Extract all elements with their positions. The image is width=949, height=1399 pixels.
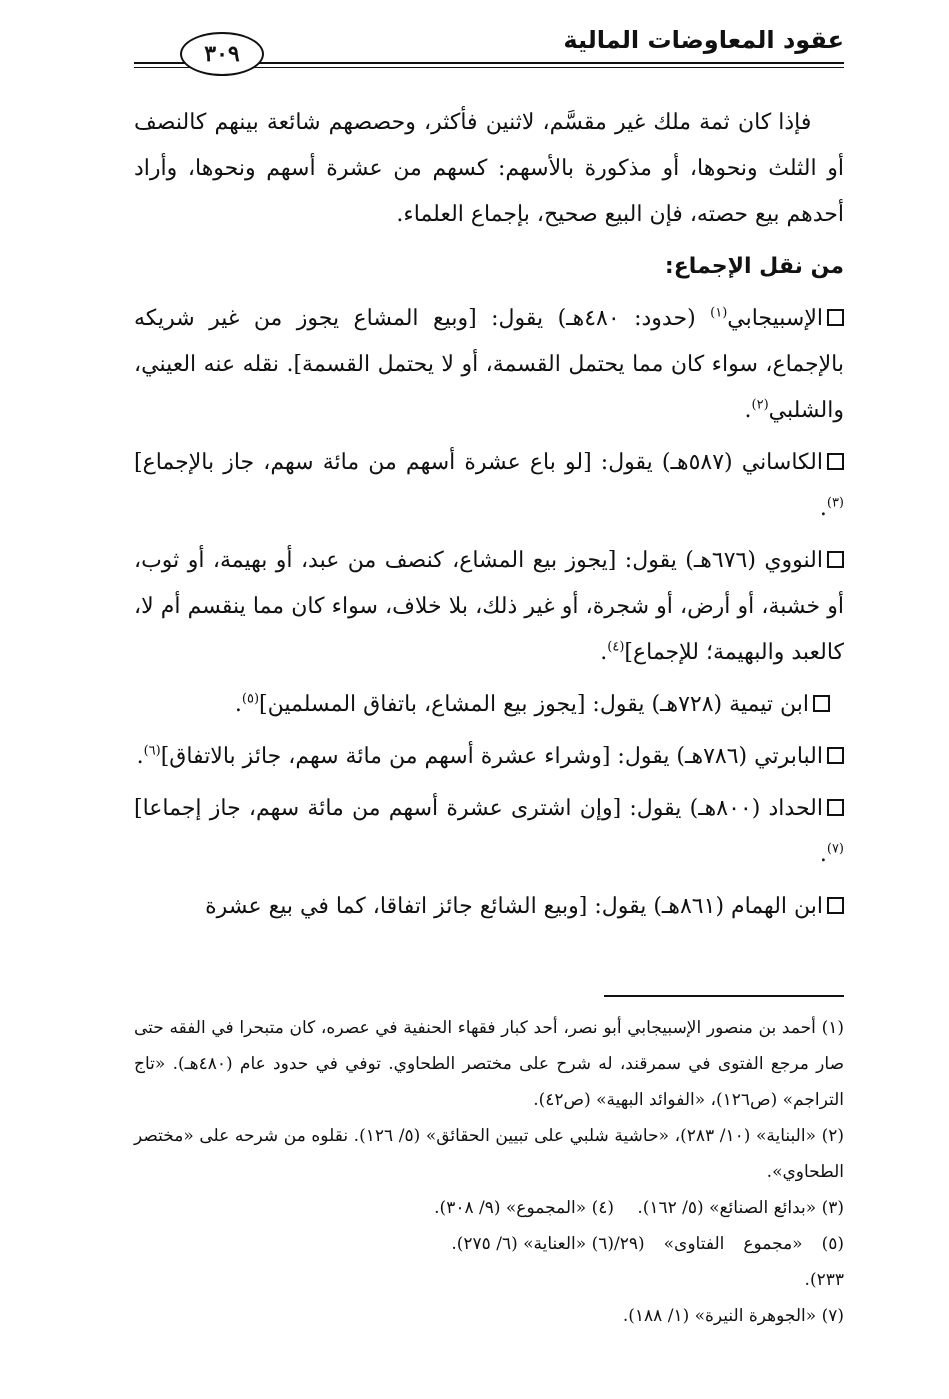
footnote-1: (١) أحمد بن منصور الإسبيجابي أبو نصر، أحد كبار فقهاء الحنفية في عصره، كان متبحرا في الفقه حتى صار مرجع الفتوى في سمرقند، له شرح على مختصر الطحاوي. توفي في حدود عام (٤٨٠هـ). «تاج التراجم» (ص١٢٦)، «الفوائد البهية» (ص٤٢). — [134, 1018, 845, 1110]
footnotes — [134, 1010, 844, 1334]
checkbox-icon — [827, 799, 844, 816]
ijma-item: الكاساني (٥٨٧هـ) يقول: [لو باع عشرة أسهم من مائة سهم، جاز بالإجماع]$^{(٣)}$. — [134, 450, 844, 521]
footnote-5: (٥) «مجموع الفتاوى» (٢٩/ ٢٣٣). — [614, 1234, 844, 1290]
ijma-item: ابن تيمية (٧٢٨هـ) يقول: [يجوز بيع المشاع، باتفاق المسلمين]$^{(٥)}$. — [134, 682, 844, 728]
footnote-7: (٧) «الجوهرة النيرة» (١/ ١٨٨). — [622, 1306, 844, 1326]
page-header — [134, 22, 844, 82]
running-title: عقود المعاوضات المالية — [563, 26, 844, 54]
footnote-row — [134, 1226, 844, 1298]
checkbox-icon — [827, 551, 844, 568]
ijma-item: الحداد (٨٠٠هـ) يقول: [وإن اشترى عشرة أسهم من مائة سهم، جاز إجماعا]$^{(٧)}$. — [134, 796, 844, 867]
intro-text: فإذا كان ثمة ملك غير مقسَّم، لاثنين فأكثر، وحصصهم شائعة بينهم كالنصف أو الثلث ونحوها، أو مذكورة بالأسهم: كسهم من عشرة أسهم ونحوها، وأراد أحدهم بيع حصته، فإن البيع صحيح، بإجماع العلماء. — [134, 110, 844, 227]
footnote-separator — [604, 995, 844, 997]
checkbox-icon — [827, 897, 844, 914]
section-subheading: من نقل الإجماع: — [664, 254, 844, 279]
footnote-4: (٤) «المجموع» (٩/ ٣٠٨). — [434, 1198, 614, 1218]
checkbox-icon — [827, 747, 844, 764]
checkbox-icon — [827, 309, 844, 326]
ijma-item: ابن الهمام (٨٦١هـ) يقول: [وبيع الشائع جائز اتفاقا، كما في بيع عشرة — [134, 884, 844, 930]
ijma-item: النووي (٦٧٦هـ) يقول: [يجوز بيع المشاع، كنصف من عبد، أو بهيمة، أو ثوب، أو خشبة، أو أرض، أو شجرة، أو غير ذلك، بلا خلاف، سواء كان مما ينقسم أم لا، كالعبد والبهيمة؛ للإجماع]$^{(٤)}$. — [134, 548, 844, 665]
footnote-row — [134, 1190, 844, 1226]
footnote-3: (٣) «بدائع الصنائع» (٥/ ١٦٢). — [637, 1198, 844, 1218]
ijma-item: الإسبيجابي$^{(١)}$ (حدود: ٤٨٠هـ) يقول: [وبيع المشاع يجوز من غير شريكه بالإجماع، سواء كان مما يحتمل القسمة، أو لا يحتمل القسمة]. نقله عنه العيني، والشلبي$^{(٢)}$. — [134, 305, 844, 423]
footnote-2: (٢) «البناية» (١٠/ ٢٨٣)، «حاشية شلبي على تبيين الحقائق» (٥/ ١٢٦). نقلوه من شرحه على «مختصر الطحاوي». — [134, 1126, 844, 1182]
footnote-6: (٦) «العناية» (٦/ ٢٧٥). — [451, 1234, 614, 1254]
page-number-badge: ٣٠٩ — [180, 32, 264, 76]
main-text — [134, 100, 844, 936]
checkbox-icon — [813, 695, 830, 712]
intro-paragraph — [134, 100, 844, 238]
checkbox-icon — [827, 453, 844, 470]
ijma-item: البابرتي (٧٨٦هـ) يقول: [وشراء عشرة أسهم من مائة سهم، جائز بالاتفاق]$^{(٦)}$. — [134, 734, 844, 780]
